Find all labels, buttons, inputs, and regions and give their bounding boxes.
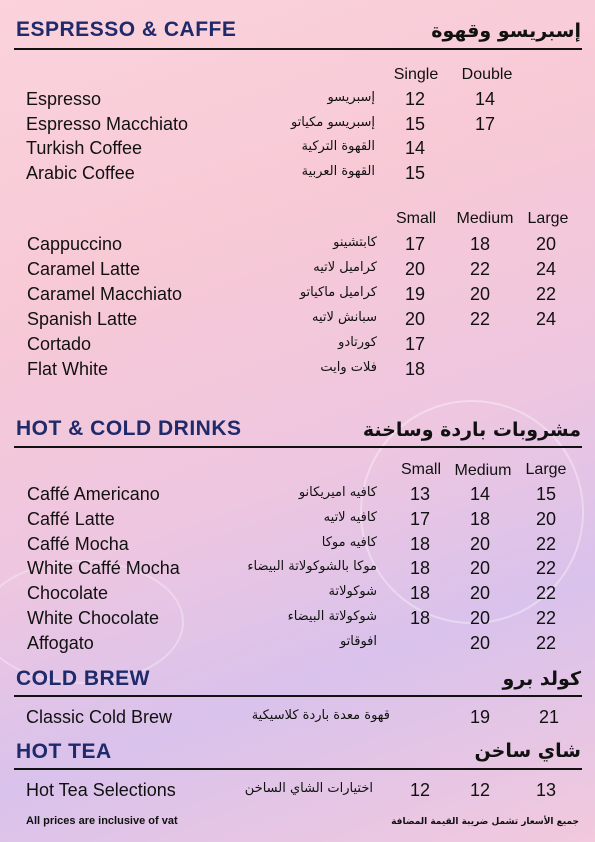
footer-vat-note: All prices are inclusive of vat <box>26 815 178 827</box>
item-price: 21 <box>538 707 560 727</box>
item-price: 18 <box>409 608 431 628</box>
item-price: 18 <box>469 234 491 254</box>
item-price: 20 <box>469 284 491 304</box>
item-name: Cortado <box>27 334 92 354</box>
section-title-hot-cold-ar: مشروبات باردة وساخنة <box>362 419 581 441</box>
item-price: 14 <box>474 89 496 109</box>
item-price: 12 <box>469 780 491 800</box>
item-name-ar: سبانش لاتيه <box>311 310 377 325</box>
column-header-double: Double <box>461 66 513 83</box>
section-title-hot-tea-ar: شاي ساخن <box>474 740 581 762</box>
section-title-hot-cold: HOT & COLD DRINKS <box>16 417 242 440</box>
item-price: 22 <box>535 583 557 604</box>
item-price: 20 <box>535 508 557 529</box>
column-header-small: Small <box>395 210 436 227</box>
item-price: 18 <box>469 508 491 529</box>
item-name: White Chocolate <box>27 608 160 628</box>
section-title-cold-brew: COLD BREW <box>16 667 150 690</box>
item-name: Espresso Macchiato <box>26 113 189 134</box>
item-price: 15 <box>535 484 557 504</box>
section-divider <box>14 446 582 448</box>
section-title-espresso-ar: إسبريسو وقهوة <box>431 20 581 42</box>
column-header-single: Single <box>393 66 439 83</box>
item-name: Classic Cold Brew <box>26 707 173 727</box>
item-price: 18 <box>409 558 431 579</box>
item-name-ar: كراميل لاتيه <box>313 260 377 275</box>
item-price: 20 <box>535 234 557 254</box>
section-title-cold-brew-ar: كولد برو <box>502 668 581 690</box>
item-name-ar: القهوة التركية <box>301 139 375 154</box>
item-name: Caffé Mocha <box>27 533 129 554</box>
item-price: 20 <box>469 608 491 628</box>
item-name-ar: إسبريسو <box>327 90 375 105</box>
item-name-ar: إسبريسو مكياتو <box>290 114 375 130</box>
item-price: 17 <box>404 334 426 354</box>
item-name: Caramel Latte <box>27 259 141 279</box>
item-price: 19 <box>404 284 426 304</box>
item-price: 20 <box>469 558 491 579</box>
item-price: 24 <box>535 259 557 279</box>
item-price: 22 <box>469 309 491 329</box>
item-name: Caffé Americano <box>27 484 160 504</box>
item-price: 22 <box>535 558 557 579</box>
footer-vat-note-ar: جميع الأسعار تشمل ضريبة القيمة المضافة <box>391 817 579 827</box>
item-price: 15 <box>404 113 426 134</box>
section-divider <box>14 768 582 770</box>
item-name: Espresso <box>26 89 102 109</box>
column-header-medium: Medium <box>456 210 514 227</box>
item-price: 20 <box>404 309 426 329</box>
item-name: Affogato <box>27 632 94 653</box>
section-title-hot-tea: HOT TEA <box>16 740 112 763</box>
item-name-ar: شوكولاتة <box>328 584 377 600</box>
item-name-ar: قهوة معدة باردة كلاسيكية <box>251 708 390 723</box>
item-price: 13 <box>535 780 557 800</box>
item-name: Caffé Latte <box>27 508 115 529</box>
item-name: Turkish Coffee <box>26 138 143 158</box>
item-price: 12 <box>409 780 431 800</box>
column-header-medium: Medium <box>454 462 512 479</box>
item-name: Spanish Latte <box>27 309 138 329</box>
column-header-small: Small <box>400 461 441 478</box>
item-name: Chocolate <box>27 583 109 604</box>
item-price: 22 <box>535 284 557 304</box>
item-name: Arabic Coffee <box>26 162 135 183</box>
section-title-espresso: ESPRESSO & CAFFE <box>16 18 237 41</box>
item-price: 19 <box>469 707 491 727</box>
item-price: 20 <box>469 632 491 653</box>
item-name: White Caffé Mocha <box>27 558 180 579</box>
item-name-ar: كورتادو <box>338 335 377 350</box>
item-name-ar: فلات وايت <box>320 360 377 375</box>
item-name: Caramel Macchiato <box>27 284 183 304</box>
item-name: Flat White <box>27 359 109 379</box>
section-divider <box>14 695 582 697</box>
item-name-ar: كافيه لاتيه <box>323 509 377 525</box>
item-price: 24 <box>535 309 557 329</box>
item-name-ar: شوكولاتة البيضاء <box>287 609 377 624</box>
item-price: 20 <box>404 259 426 279</box>
item-price: 22 <box>535 632 557 653</box>
item-name: Cappuccino <box>27 234 123 254</box>
section-divider <box>14 48 582 50</box>
item-name: Hot Tea Selections <box>26 780 176 800</box>
item-name-ar: موكا بالشوكولاتة البيضاء <box>247 559 377 575</box>
item-price: 20 <box>469 533 491 554</box>
item-name-ar: اختيارات الشاي الساخن <box>244 781 373 796</box>
item-price: 22 <box>535 608 557 628</box>
item-price: 12 <box>404 89 426 109</box>
item-name-ar: القهوة العربية <box>301 163 375 179</box>
item-name-ar: كافيه اميريكانو <box>298 485 377 500</box>
item-name-ar: كراميل ماكياتو <box>299 285 377 300</box>
column-header-large: Large <box>525 461 567 478</box>
item-name-ar: افوقاتو <box>339 633 377 649</box>
item-price: 18 <box>409 533 431 554</box>
item-price: 18 <box>409 583 431 604</box>
item-price: 17 <box>474 113 496 134</box>
item-price: 22 <box>535 533 557 554</box>
item-price: 14 <box>469 484 491 504</box>
item-price: 22 <box>469 259 491 279</box>
column-header-large: Large <box>527 210 569 227</box>
item-name-ar: كافيه موكا <box>321 534 377 550</box>
item-price: 15 <box>404 162 426 183</box>
item-price: 14 <box>404 138 426 158</box>
item-price: 18 <box>404 359 426 379</box>
item-price: 13 <box>409 484 431 504</box>
item-name-ar: كابتشينو <box>333 235 377 250</box>
item-price: 17 <box>404 234 426 254</box>
item-price: 20 <box>469 583 491 604</box>
item-price: 17 <box>409 508 431 529</box>
